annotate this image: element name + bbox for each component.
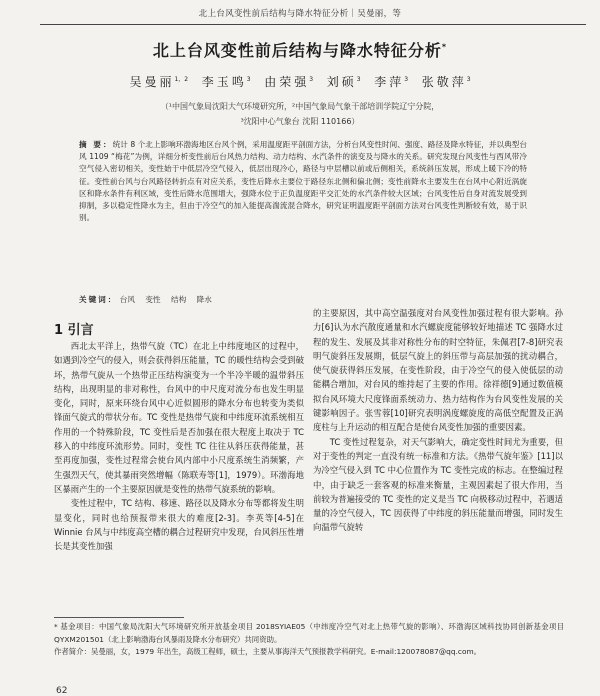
affiliation-line: ³沈阳中心气象台 沈阳 110166） <box>240 117 360 126</box>
author-bio: 作者简介：吴曼丽，女，1979 年出生，高级工程师，硕士，主要从事海洋天气预报教学科研究。E-mail:120078087@qq.com。 <box>54 647 482 656</box>
author: 张敬萍$^3$ <box>421 75 471 89</box>
left-column <box>54 339 304 553</box>
author: 刘硕$^3$ <box>326 75 361 89</box>
section-heading: 1 引言 <box>54 323 94 338</box>
fund-note: * 基金项目：中国气象局沈阳大气环境研究所开放基金项目 2018SYIAE05（中纬度冷空气对北上热带气旋的影响）、环渤海区域科技协同创新基金项目 QYXM201501（北上影响渤海台风暴雨及降水分布研究）共同资助。 <box>54 622 564 644</box>
footnote <box>54 621 564 659</box>
footnote-rule <box>54 617 184 618</box>
header-rule <box>40 24 586 25</box>
paragraph: TC 变性过程复杂，对天气影响大，确定变性时间尤为重要，但对于变性的判定一直没有统一标准和方法。《热带气旋年鉴》[11]以为冷空气侵入到 TC 中心位置作为 TC 变性完成的标志。在整编过程中，由于缺乏一套客观的标准来衡量，主观因素起了很大作用，当前较为普遍接受的 TC 变性的定义是当 TC 向极移动过程中，若遇适量的冷空气侵入，TC 因获得了中纬度的斜压能量而增强，同时发生向温带气旋转 <box>313 436 563 533</box>
right-column <box>313 306 563 535</box>
affiliation-line: （¹中国气象局沈阳大气环境研究所，²中国气象局气象干部培训学院辽宁分院， <box>160 102 440 111</box>
author: 李玉鸣$^3$ <box>201 75 251 89</box>
keyword: 降水 <box>196 295 212 304</box>
title-footnote-mark: * <box>441 42 448 52</box>
paragraph: 变性过程中，TC 结构、移速、路径以及降水分布等都将发生明显变化，同时也给预报带来很大的难度[2-3]。李英等[4-5]在 Winnie 台风与中纬度高空槽的耦合过程研究中发现，台风斜压性增长是其变性加强 <box>54 498 304 552</box>
author: 李萍$^3$ <box>374 75 409 89</box>
abstract-text: 统计 8 个北上影响环渤海地区台风个例，采用温度距平剖面方法，分析台风变性时间、强度、路径及降水特征，并以典型台风 1109 “梅花”为例，详细分析变性前后台风热力结构、动力结构、水汽条件的演变及与降水的关系。研究发现台风变性与西风带冷空气侵入密切相关，变性始于中低层冷空气侵入，低层出现冷心，路径与中层槽以前或后侧相关，系统斜压发展，形成上暖下冷的特征。变性前台风与台风路径转折点有对应关系，变性后降水主要位于路径东北侧和偏北侧；变性前降水主要发生在台风中心附近涡旋区和降水条件有利区域，变性后降水范围增大，强降水位于正负温度距平交汇处的水汽条件较大区域；台风变性后自身对流发展受到抑制，多以稳定性降水为主，但由于冷空气的加入能提高湍流混合降水，研究证明温度距平剖面方法对台风变性判断较有效，易于识别。 <box>79 140 527 223</box>
keywords-label: 关键词： <box>79 295 118 304</box>
keywords <box>79 294 220 305</box>
article-title <box>0 38 600 61</box>
abstract-label: 摘 要： <box>79 140 113 149</box>
paragraph: 西北太平洋上，热带气旋（TC）在北上中纬度地区的过程中，如遇到冷空气的侵入，则会获得斜压能量，TC 的暖性结构会受到破坏，热带气旋从一个热带正压结构演变为一个半冷半暖的温带斜压结构，出现明显的非对称性，台风中的中尺度对流分布也发生明显变化，同时，原来环绕台风中心近似圆形的降水分布也转变为类似锋面气旋式的带状分布。TC 变性是热带气旋和中纬度环流系统相互作用的一个特殊阶段，TC 变性后是否加强在很大程度上取决于 TC 移入的中纬度环流形势。同时，变性 TC 往往从斜压获得能量，甚至再度加强，变性过程常会使台风内部中小尺度系统生消频繁，产生强烈天气，使其暴雨突然增幅（陈联寿等[1]，1979）。环渤海地区暴雨产生的一个主要原因就是变性的热带气旋系统的影响。 <box>54 341 304 494</box>
keyword: 台风 <box>119 295 135 304</box>
title-text: 北上台风变性前后结构与降水特征分析 <box>152 41 442 60</box>
running-head: 北上台风变性前后结构与降水特征分析｜吴曼丽，等 <box>198 9 402 19</box>
author-list <box>0 73 600 90</box>
abstract <box>79 139 527 224</box>
page-number: 62 <box>56 686 68 696</box>
keyword: 变性 <box>145 295 161 304</box>
author: 吴曼丽$^{1,2}$ <box>129 75 189 89</box>
paragraph: 的主要原因，其中高空温强度对台风变性加强过程有很大影响。孙力[6]认为水汽散度通量和水汽螺旋度能够较好地描述 TC 强降水过程的发生、发展及其非对称性分布的时空特征，朱佩君[7-8]研究表明气旋斜压发展期，低层气旋上的斜压带与高层加强的扰动耦合，使气旋获得斜压发展，在变性阶段，由于冷空气的侵入使低层的动能耦合增加，对台风的维持起了主要的作用。徐祥德[9]通过数值模拟台风环境大尺度锋面系统动力、热力结构作为台风变性发展的关键影响因子。张雪蓉[10]研究表明涡度螺旋度的高低空配置及正涡度柱与上升运动的相互配合是使台风变性加强的重要因素。 <box>313 308 563 433</box>
keyword: 结构 <box>171 295 187 304</box>
author: 由荣强$^3$ <box>264 75 314 89</box>
